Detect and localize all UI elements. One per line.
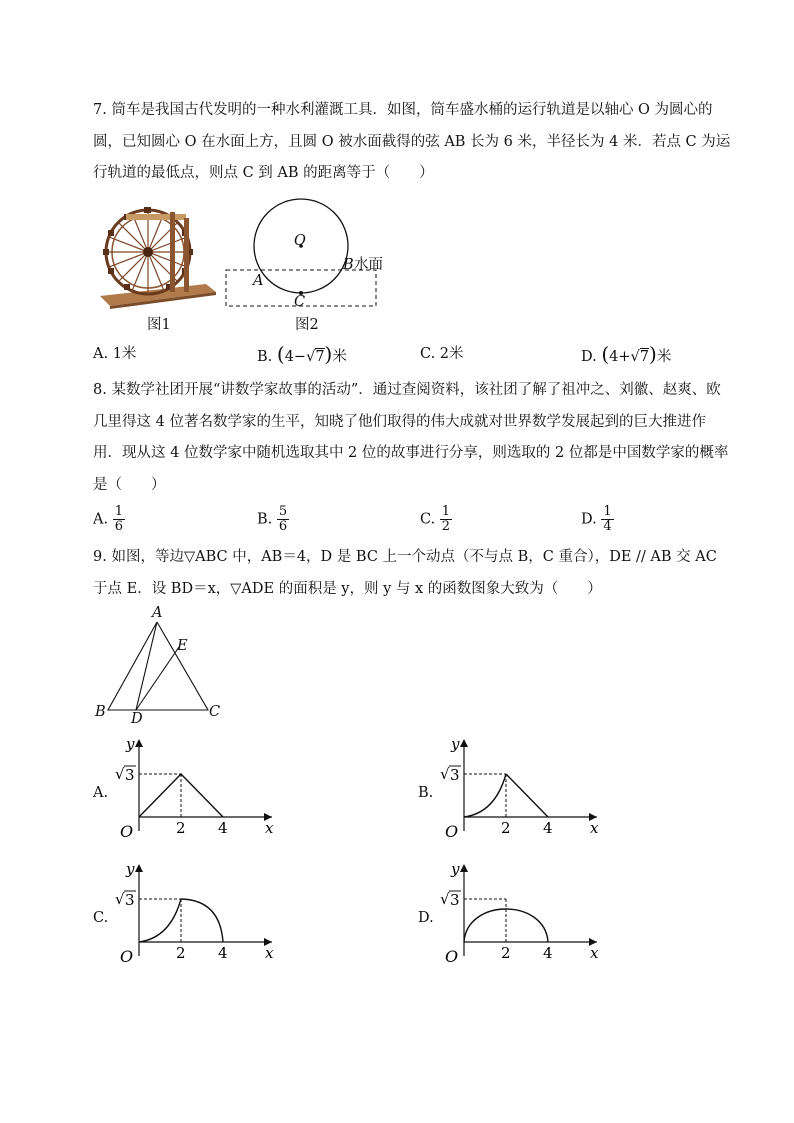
point-label-d: D [131, 711, 143, 727]
q7-option-d[interactable]: D. (4+√7)米 [581, 342, 672, 366]
point-label-c: C [294, 294, 306, 310]
q8-line-2: 几里得这 4 位著名数学家的生平，知晓了他们取得的伟大成就对世界数学发展起到的巨大推进作 [93, 414, 706, 430]
sqrt-icon: √ [440, 890, 450, 908]
q7-option-b-radicand: 7 [315, 349, 325, 365]
y-axis-label: y [451, 860, 460, 878]
q8-line-3: 用．现从这 4 位数学家中随机选取其中 2 位的故事进行分享，则选取的 2 位都是中国数学家的概率 [93, 445, 729, 461]
y-axis-label: y [451, 735, 460, 753]
y-axis-label: y [126, 735, 135, 753]
q8-option-a[interactable] [93, 505, 125, 534]
origin-label: O [445, 947, 459, 966]
graph-d [437, 858, 607, 966]
point-label-b: B [343, 257, 354, 273]
sqrt-icon: √ [630, 349, 640, 365]
q8-option-a-fraction [113, 505, 125, 534]
denominator: 6 [278, 519, 288, 534]
point-label-a: A [253, 273, 264, 289]
figure-1-caption: 图1 [147, 317, 171, 333]
q9-option-c[interactable]: C. [93, 910, 109, 926]
denominator: 2 [441, 519, 451, 534]
denominator: 4 [603, 519, 612, 534]
water-wheel-photo [96, 192, 218, 310]
tick-sqrt3: 3 [450, 891, 460, 909]
q8-option-a-key: A. [93, 511, 109, 528]
q8-option-d[interactable] [581, 505, 614, 534]
point-label-e: E [177, 638, 188, 654]
origin-label: O [120, 822, 134, 841]
q7-option-d-key: D. [581, 349, 597, 365]
tick-2: 2 [176, 944, 186, 962]
q8-option-c-fraction [440, 505, 452, 534]
sqrt-icon: √ [115, 765, 125, 783]
q7-line-2: 圆，已知圆心 O 在水面上方，且圆 O 被水面截得的弦 AB 长为 6 米，半径长为 4 米．若点 C 为运 [93, 134, 731, 150]
q7-option-a-text: 1米 [112, 346, 137, 362]
vertex-label-b: B [95, 704, 106, 720]
q8-line-1: 8. 某数学社团开展“讲数学家故事的活动”．通过查阅资料，该社团了解了祖冲之、刘徽、赵爽、欧 [93, 382, 721, 398]
tick-sqrt3: 3 [450, 766, 460, 784]
x-axis-label: x [265, 819, 274, 837]
q7-option-d-radicand: 7 [639, 349, 649, 365]
tick-4: 4 [543, 819, 553, 837]
denominator: 6 [114, 519, 123, 534]
sqrt-icon: √ [440, 765, 450, 783]
y-axis-label: y [126, 860, 135, 878]
q7-option-b-unit: 米 [332, 349, 347, 365]
x-axis-label: x [265, 944, 274, 962]
origin-label: O [445, 822, 459, 841]
q7-line-1: 7. 筒车是我国古代发明的一种水利灌溉工具．如图，筒车盛水桶的运行轨道是以轴心 O 为圆心的 [93, 102, 713, 118]
q9-line-2: 于点 E．设 BD＝x，▽ADE 的面积是 y，则 y 与 x 的函数图象大致为（ ） [93, 581, 602, 597]
q8-option-c-key: C. [420, 511, 436, 528]
tick-2: 2 [176, 819, 186, 837]
numerator: 5 [278, 504, 288, 519]
center-label-o: O [294, 233, 306, 249]
numerator: 1 [441, 504, 451, 519]
tick-4: 4 [218, 819, 228, 837]
q7-option-d-unit: 米 [656, 349, 672, 365]
numerator: 1 [603, 504, 612, 519]
q7-line-3: 行轨道的最低点，则点 C 到 AB 的距离等于（ ） [93, 165, 434, 181]
triangle-diagram [100, 618, 220, 714]
q7-option-c-text: 2米 [439, 346, 464, 362]
q8-option-b-fraction [277, 505, 289, 534]
q7-option-b-pre: 4− [284, 349, 307, 365]
x-axis-label: x [590, 944, 599, 962]
q9-option-d[interactable]: D. [418, 910, 434, 926]
figure-2-caption: 图2 [295, 317, 319, 333]
q7-option-a[interactable] [93, 344, 136, 364]
vertex-label-c: C [209, 704, 221, 720]
tick-sqrt3: 3 [125, 891, 135, 909]
q9-line-1: 9. 如图，等边▽ABC 中，AB＝4，D 是 BC 上一个动点（不与点 B，C 重合），DE // AB 交 AC [93, 549, 717, 565]
sqrt-icon: √ [115, 890, 125, 908]
vertex-label-a: A [152, 605, 163, 621]
q7-option-b[interactable]: B. (4−√7)米 [257, 342, 347, 366]
tick-4: 4 [543, 944, 553, 962]
sqrt-icon: √ [306, 349, 316, 365]
q8-option-b[interactable] [257, 505, 289, 534]
tick-2: 2 [501, 944, 511, 962]
q7-option-d-pre: 4+ [609, 349, 631, 365]
q8-line-4: 是（ ） [93, 477, 166, 493]
graph-b [437, 733, 607, 841]
q7-option-b-key: B. [257, 349, 273, 365]
q8-option-c[interactable] [420, 505, 452, 534]
x-axis-label: x [590, 819, 599, 837]
water-surface-label: 水面 [354, 257, 383, 273]
q7-option-a-key: A. [93, 346, 109, 362]
graph-c [112, 858, 282, 966]
q7-option-c[interactable] [420, 344, 464, 364]
tick-sqrt3: 3 [125, 766, 135, 784]
graph-a [112, 733, 282, 841]
q9-option-a[interactable]: A. [93, 785, 109, 801]
q7-option-c-key: C. [420, 346, 436, 362]
q8-option-b-key: B. [257, 511, 273, 528]
numerator: 1 [114, 504, 123, 519]
q9-option-b[interactable]: B. [418, 785, 434, 801]
origin-label: O [120, 947, 134, 966]
tick-2: 2 [501, 819, 511, 837]
tick-4: 4 [218, 944, 228, 962]
q8-option-d-fraction [601, 505, 613, 534]
q8-option-d-key: D. [581, 511, 597, 528]
